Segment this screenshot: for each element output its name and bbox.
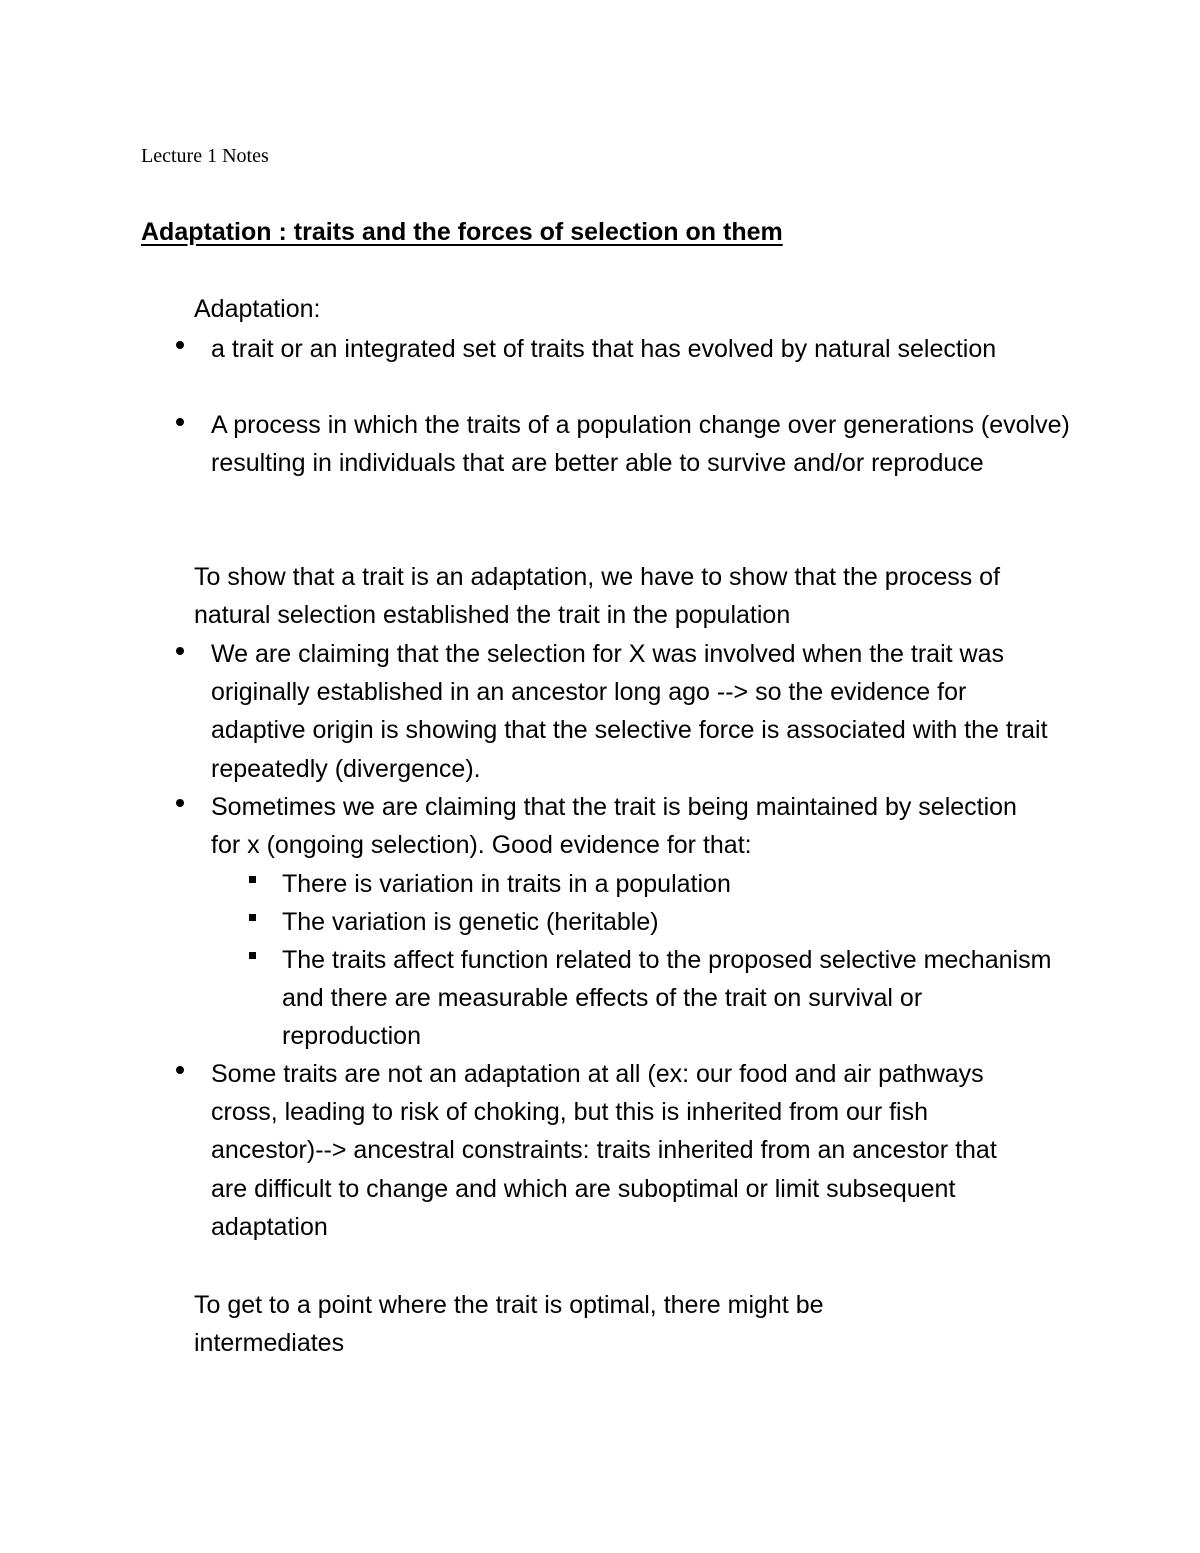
definition-bullet-text: A process in which the traits of a population change over generations (evolve) resulting in individuals that are better able to survive and/or reproduce	[211, 411, 1070, 478]
evidence-subbullet-text: The variation is genetic (heritable)	[282, 908, 659, 936]
document-title: Lecture 1 Notes	[141, 145, 269, 167]
definition-bullet-1	[211, 330, 1031, 368]
bullet-icon	[176, 341, 184, 349]
square-bullet-icon	[249, 876, 256, 883]
evidence-subbullet-2	[282, 903, 1062, 941]
evidence-subbullet-1	[282, 865, 1062, 903]
bullet-icon	[176, 799, 184, 807]
bullet-icon	[176, 1066, 184, 1074]
bullet-icon	[176, 647, 184, 655]
square-bullet-icon	[249, 952, 256, 959]
claim-bullet-1	[211, 635, 1056, 788]
show-adaptation-paragraph: To show that a trait is an adaptation, we have to show that the process of natural selection established the trait in the population	[194, 563, 1001, 630]
claim-bullet-2	[211, 788, 1041, 864]
square-bullet-icon	[249, 914, 256, 921]
claim-bullet-text: Sometimes we are claiming that the trait is being maintained by selection for x (ongoing selection). Good evidence for that:	[211, 793, 1017, 860]
evidence-subbullet-text: There is variation in traits in a population	[282, 870, 731, 898]
bullet-icon	[176, 418, 184, 426]
constraint-bullet	[211, 1055, 1031, 1246]
section-heading: Adaptation : traits and the forces of selection on them	[141, 218, 783, 246]
adaptation-label: Adaptation:	[194, 295, 321, 323]
closing-paragraph: To get to a point where the trait is optimal, there might be intermediates	[194, 1291, 824, 1358]
evidence-subbullet-text: The traits affect function related to the proposed selective mechanism and there are measurable effects of the trait on survival or reproduction	[282, 946, 1052, 1051]
claim-bullet-text: We are claiming that the selection for X was involved when the trait was originally established in an ancestor long ago --> so the evidence for adaptive origin is showing that the selective force is associated with the trait repeatedly (divergence).	[211, 640, 1048, 783]
definition-bullet-2	[211, 406, 1071, 482]
evidence-subbullet-3	[282, 941, 1062, 1056]
constraint-bullet-text: Some traits are not an adaptation at all (ex: our food and air pathways cross, leading to risk of choking, but this is inherited from our fish ancestor)--> ancestral constraints: traits inherited from an ancestor that are difficult to change and which are suboptimal or limit subsequent adaptation	[211, 1060, 997, 1241]
definition-bullet-text: a trait or an integrated set of traits that has evolved by natural selection	[211, 335, 997, 363]
